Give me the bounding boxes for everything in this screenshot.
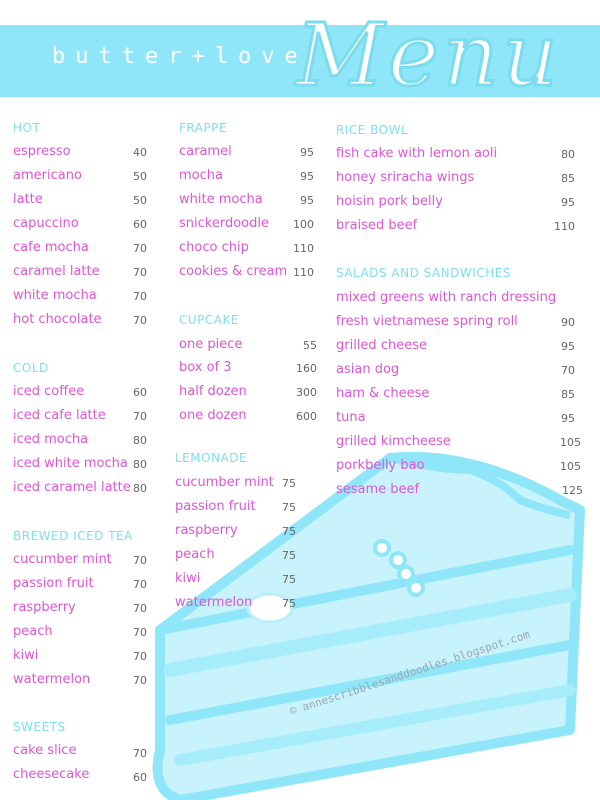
section-title-sweets: SWEETS: [13, 720, 66, 734]
item-name: mixed greens with ranch dressing: [336, 290, 557, 305]
item-price: 50: [133, 194, 147, 207]
item-price: 60: [133, 771, 147, 784]
item-name: grilled kimcheese: [336, 434, 451, 449]
item-name: capuccino: [13, 216, 79, 231]
item-name: honey sriracha wings: [336, 170, 475, 185]
item-price: 80: [133, 458, 147, 471]
item-price: 95: [300, 170, 314, 183]
item-price: 55: [303, 339, 317, 352]
item-price: 90: [561, 316, 575, 329]
item-price: 110: [293, 242, 314, 255]
item-name: passion fruit: [13, 576, 94, 591]
section-title-salads-and-sandwiches: SALADS AND SANDWICHES: [336, 266, 511, 280]
item-price: 75: [282, 573, 296, 586]
item-name: kiwi: [175, 571, 201, 586]
item-name: cake slice: [13, 743, 77, 758]
item-name: raspberry: [13, 600, 76, 615]
item-price: 75: [282, 501, 296, 514]
item-name: cucumber mint: [175, 475, 274, 490]
item-price: 85: [561, 388, 575, 401]
item-price: 70: [133, 410, 147, 423]
item-price: 105: [560, 436, 581, 449]
item-price: 70: [133, 266, 147, 279]
item-price: 70: [133, 602, 147, 615]
item-name: porkbelly bao: [336, 458, 425, 473]
item-price: 70: [133, 314, 147, 327]
section-title-hot: HOT: [13, 121, 41, 135]
item-price: 70: [133, 290, 147, 303]
item-name: peach: [13, 624, 53, 639]
item-name: cookies & cream: [179, 264, 288, 279]
item-price: 70: [133, 747, 147, 760]
item-price: 95: [561, 340, 575, 353]
item-name: passion fruit: [175, 499, 256, 514]
item-name: cheesecake: [13, 767, 90, 782]
item-name: latte: [13, 192, 43, 207]
item-name: hoisin pork belly: [336, 194, 443, 209]
item-name: choco chip: [179, 240, 249, 255]
item-name: caramel: [179, 144, 232, 159]
item-name: white mocha: [179, 192, 263, 207]
item-price: 110: [554, 220, 575, 233]
item-name: asian dog: [336, 362, 400, 377]
item-price: 70: [133, 554, 147, 567]
item-price: 75: [282, 525, 296, 538]
item-name: kiwi: [13, 648, 39, 663]
item-price: 100: [293, 218, 314, 231]
item-price: 110: [293, 266, 314, 279]
item-price: 80: [133, 482, 147, 495]
item-name: cafe mocha: [13, 240, 89, 255]
section-title-brewed-iced-tea: BREWED ICED TEA: [13, 529, 133, 543]
item-name: sesame beef: [336, 482, 420, 497]
credit-watermark: © annescribblesanddoodles.blogspot.com: [287, 627, 532, 718]
item-name: one piece: [179, 337, 243, 352]
item-name: tuna: [336, 410, 366, 425]
item-price: 600: [296, 410, 317, 423]
item-price: 70: [561, 364, 575, 377]
item-name: iced white mocha: [13, 456, 128, 471]
item-price: 300: [296, 386, 317, 399]
item-name: iced cafe latte: [13, 408, 106, 423]
item-price: 60: [133, 386, 147, 399]
item-price: 80: [133, 434, 147, 447]
item-price: 40: [133, 146, 147, 159]
item-price: 160: [296, 362, 317, 375]
item-name: espresso: [13, 144, 71, 159]
item-name: iced mocha: [13, 432, 89, 447]
item-price: 60: [133, 218, 147, 231]
item-name: caramel latte: [13, 264, 100, 279]
item-price: 95: [561, 412, 575, 425]
section-title-frappe: FRAPPE: [179, 121, 228, 135]
section-title-cupcake: CUPCAKE: [179, 313, 239, 327]
item-price: 85: [561, 172, 575, 185]
section-title-lemonade: LEMONADE: [175, 451, 248, 465]
item-name: cucumber mint: [13, 552, 112, 567]
item-name: one dozen: [179, 408, 247, 423]
item-price: 70: [133, 626, 147, 639]
item-name: mocha: [179, 168, 223, 183]
item-name: fresh vietnamese spring roll: [336, 314, 518, 329]
item-name: grilled cheese: [336, 338, 427, 353]
item-price: 75: [282, 549, 296, 562]
item-name: hot chocolate: [13, 312, 102, 327]
item-price: 95: [300, 194, 314, 207]
brand-name: butter+love: [52, 44, 308, 69]
item-price: 70: [133, 578, 147, 591]
item-price: 70: [133, 242, 147, 255]
item-price: 125: [562, 484, 583, 497]
item-price: 80: [561, 148, 575, 161]
item-price: 105: [560, 460, 581, 473]
item-name: fish cake with lemon aoli: [336, 146, 498, 161]
item-name: braised beef: [336, 218, 418, 233]
item-name: watermelon: [175, 595, 253, 610]
item-name: iced coffee: [13, 384, 85, 399]
item-name: box of 3: [179, 360, 232, 375]
menu-title: Menu: [296, 6, 562, 106]
item-name: ham & cheese: [336, 386, 430, 401]
section-title-rice-bowl: RICE BOWL: [336, 123, 409, 137]
item-price: 70: [133, 650, 147, 663]
item-name: peach: [175, 547, 215, 562]
item-name: raspberry: [175, 523, 238, 538]
item-name: iced caramel latte: [13, 480, 131, 495]
item-name: snickerdoodle: [179, 216, 269, 231]
section-title-cold: COLD: [13, 361, 49, 375]
item-name: americano: [13, 168, 82, 183]
item-price: 70: [133, 674, 147, 687]
item-price: 75: [282, 597, 296, 610]
item-price: 50: [133, 170, 147, 183]
item-name: half dozen: [179, 384, 247, 399]
item-name: watermelon: [13, 672, 91, 687]
item-price: 75: [282, 477, 296, 490]
item-price: 95: [561, 196, 575, 209]
item-price: 95: [300, 146, 314, 159]
item-name: white mocha: [13, 288, 97, 303]
